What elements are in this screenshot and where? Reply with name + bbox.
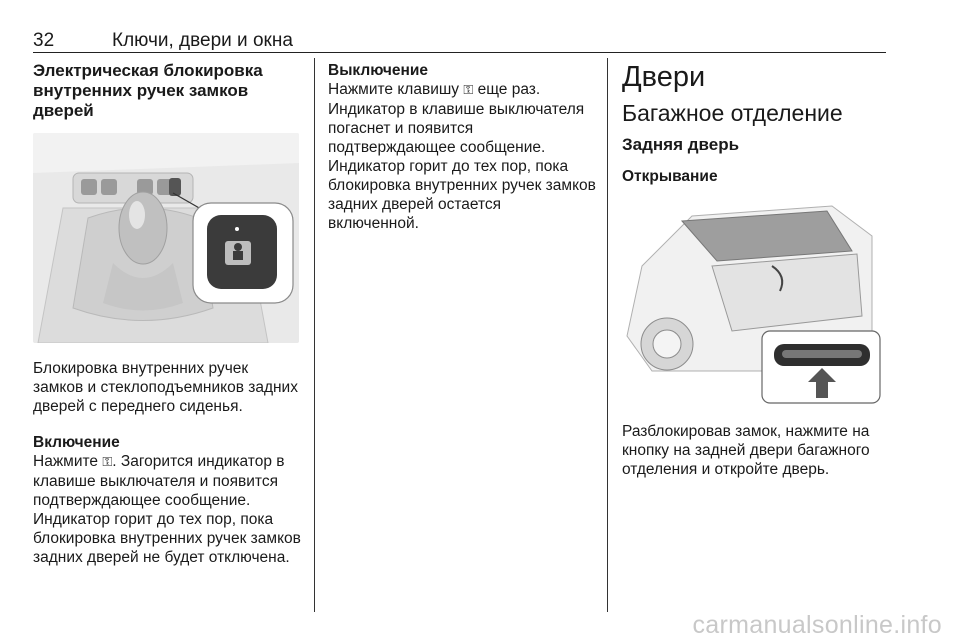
on-heading: Включение xyxy=(33,434,120,451)
column-2 xyxy=(328,61,596,233)
off-heading: Выключение xyxy=(328,62,429,79)
tailgate-paragraph: Разблокировав замок, нажмите на кнопку на задней двери багажного отделения и откройте дверь. xyxy=(622,423,870,478)
section-heading: Электрическая блокировка внутренних ручек замков дверей xyxy=(33,61,263,120)
column-divider-1 xyxy=(314,58,315,612)
section-title-doors: Двери xyxy=(622,61,706,93)
chapter-title: Ключи, двери и окна xyxy=(112,30,293,51)
section-title-trunk: Багажное отделение xyxy=(622,100,843,126)
column-1 xyxy=(33,61,301,567)
watermark: carmanualsonline.info xyxy=(692,611,942,639)
child-lock-icon: ⚿ xyxy=(102,455,113,470)
console-lock-figure xyxy=(33,133,299,343)
off-paragraph xyxy=(328,80,596,233)
column-divider-2 xyxy=(607,58,608,612)
off-text-2: еще раз. Индикатор в клавише выключателя погаснет и появится подтверждающее сообщение. Индикатор горит до тех пор, пока блокировка внутренних ручек замков задних дверей остается включенной. xyxy=(328,81,596,232)
on-text-2: . Загорится индикатор в клавише выключателя и появится подтверждающее сообщение. Индикатор горит до тех пор, пока блокировка внутренних ручек замков задних дверей не будет отключена. xyxy=(33,453,301,566)
tailgate-figure xyxy=(622,196,886,408)
subsection-tailgate: Задняя дверь xyxy=(622,135,740,154)
header-rule xyxy=(33,52,886,53)
child-lock-icon: ⚿ xyxy=(463,83,474,98)
column-3 xyxy=(622,61,888,479)
figure-caption: Блокировка внутренних ручек замков и стеклоподъемников задних дверей с переднего сиденья. xyxy=(33,360,298,415)
off-text-1: Нажмите клавишу xyxy=(328,81,464,98)
on-paragraph xyxy=(33,452,301,567)
subsection-opening: Открывание xyxy=(622,168,718,185)
on-text-1: Нажмите xyxy=(33,453,103,470)
page-number: 32 xyxy=(33,30,55,51)
